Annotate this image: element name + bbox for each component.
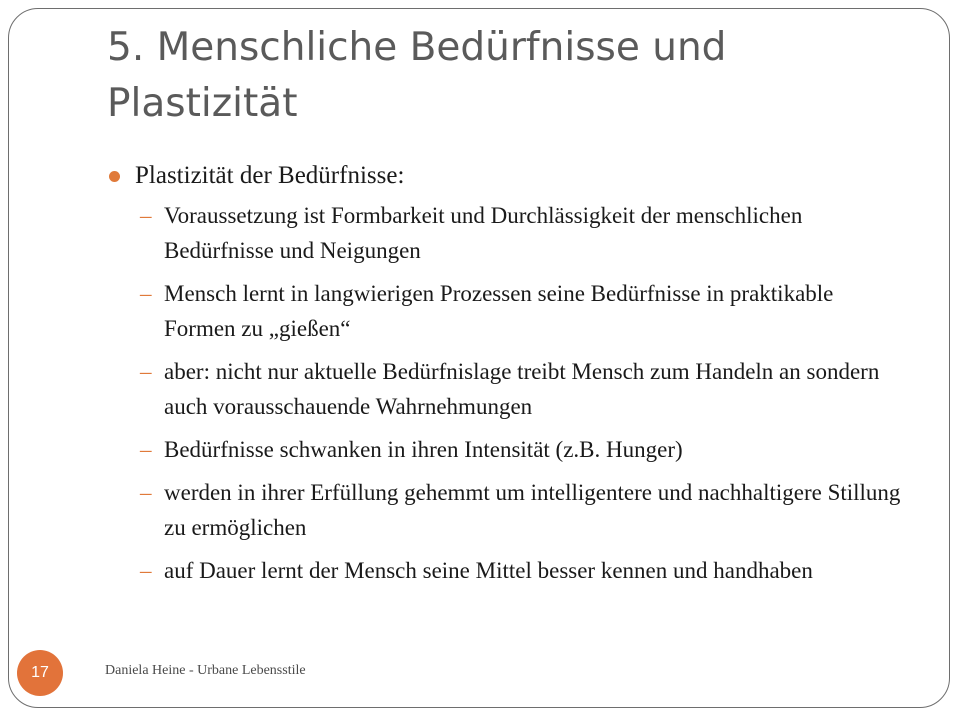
sub-bullet-item [107,276,907,346]
dash-icon: – [140,480,152,505]
sub-bullet-item [107,475,907,545]
dash-icon: – [140,203,152,228]
sub-bullet-text: aber: nicht nur aktuelle Bedürfnislage treibt Mensch zum Handeln an sondern auch vorausschauende Wahrnehmungen [164,359,880,419]
main-bullet-text: Plastizität der Bedürfnisse: [135,162,405,189]
main-bullet [107,158,907,194]
sub-bullet-item [107,553,907,588]
sub-bullet-list [107,198,907,588]
sub-bullet-text: Bedürfnisse schwanken in ihren Intensität (z.B. Hunger) [164,437,683,462]
slide-title: 5. Menschliche Bedürfnisse und Plastizität [107,25,727,126]
sub-bullet-item [107,198,907,268]
slide-content [107,158,907,596]
sub-bullet-text: werden in ihrer Erfüllung gehemmt um intelligentere und nachhaltigere Stillung zu ermöglichen [164,480,901,540]
dash-icon: – [140,359,152,384]
sub-bullet-text: auf Dauer lernt der Mensch seine Mittel besser kennen und handhaben [164,558,813,583]
sub-bullet-item [107,354,907,424]
sub-bullet-text: Mensch lernt in langwierigen Prozessen seine Bedürfnisse in praktikable Formen zu „gießen“ [164,281,834,341]
dash-icon: – [140,437,152,462]
dash-icon: – [140,281,152,306]
page-number: 17 [31,664,49,681]
page-number-badge [17,650,63,696]
footer-text: Daniela Heine - Urbane Lebensstile [105,663,306,678]
dash-icon: – [140,558,152,583]
bullet-dot-icon [109,171,120,182]
sub-bullet-item [107,432,907,467]
sub-bullet-text: Voraussetzung ist Formbarkeit und Durchlässigkeit der menschlichen Bedürfnisse und Neigungen [164,203,803,263]
